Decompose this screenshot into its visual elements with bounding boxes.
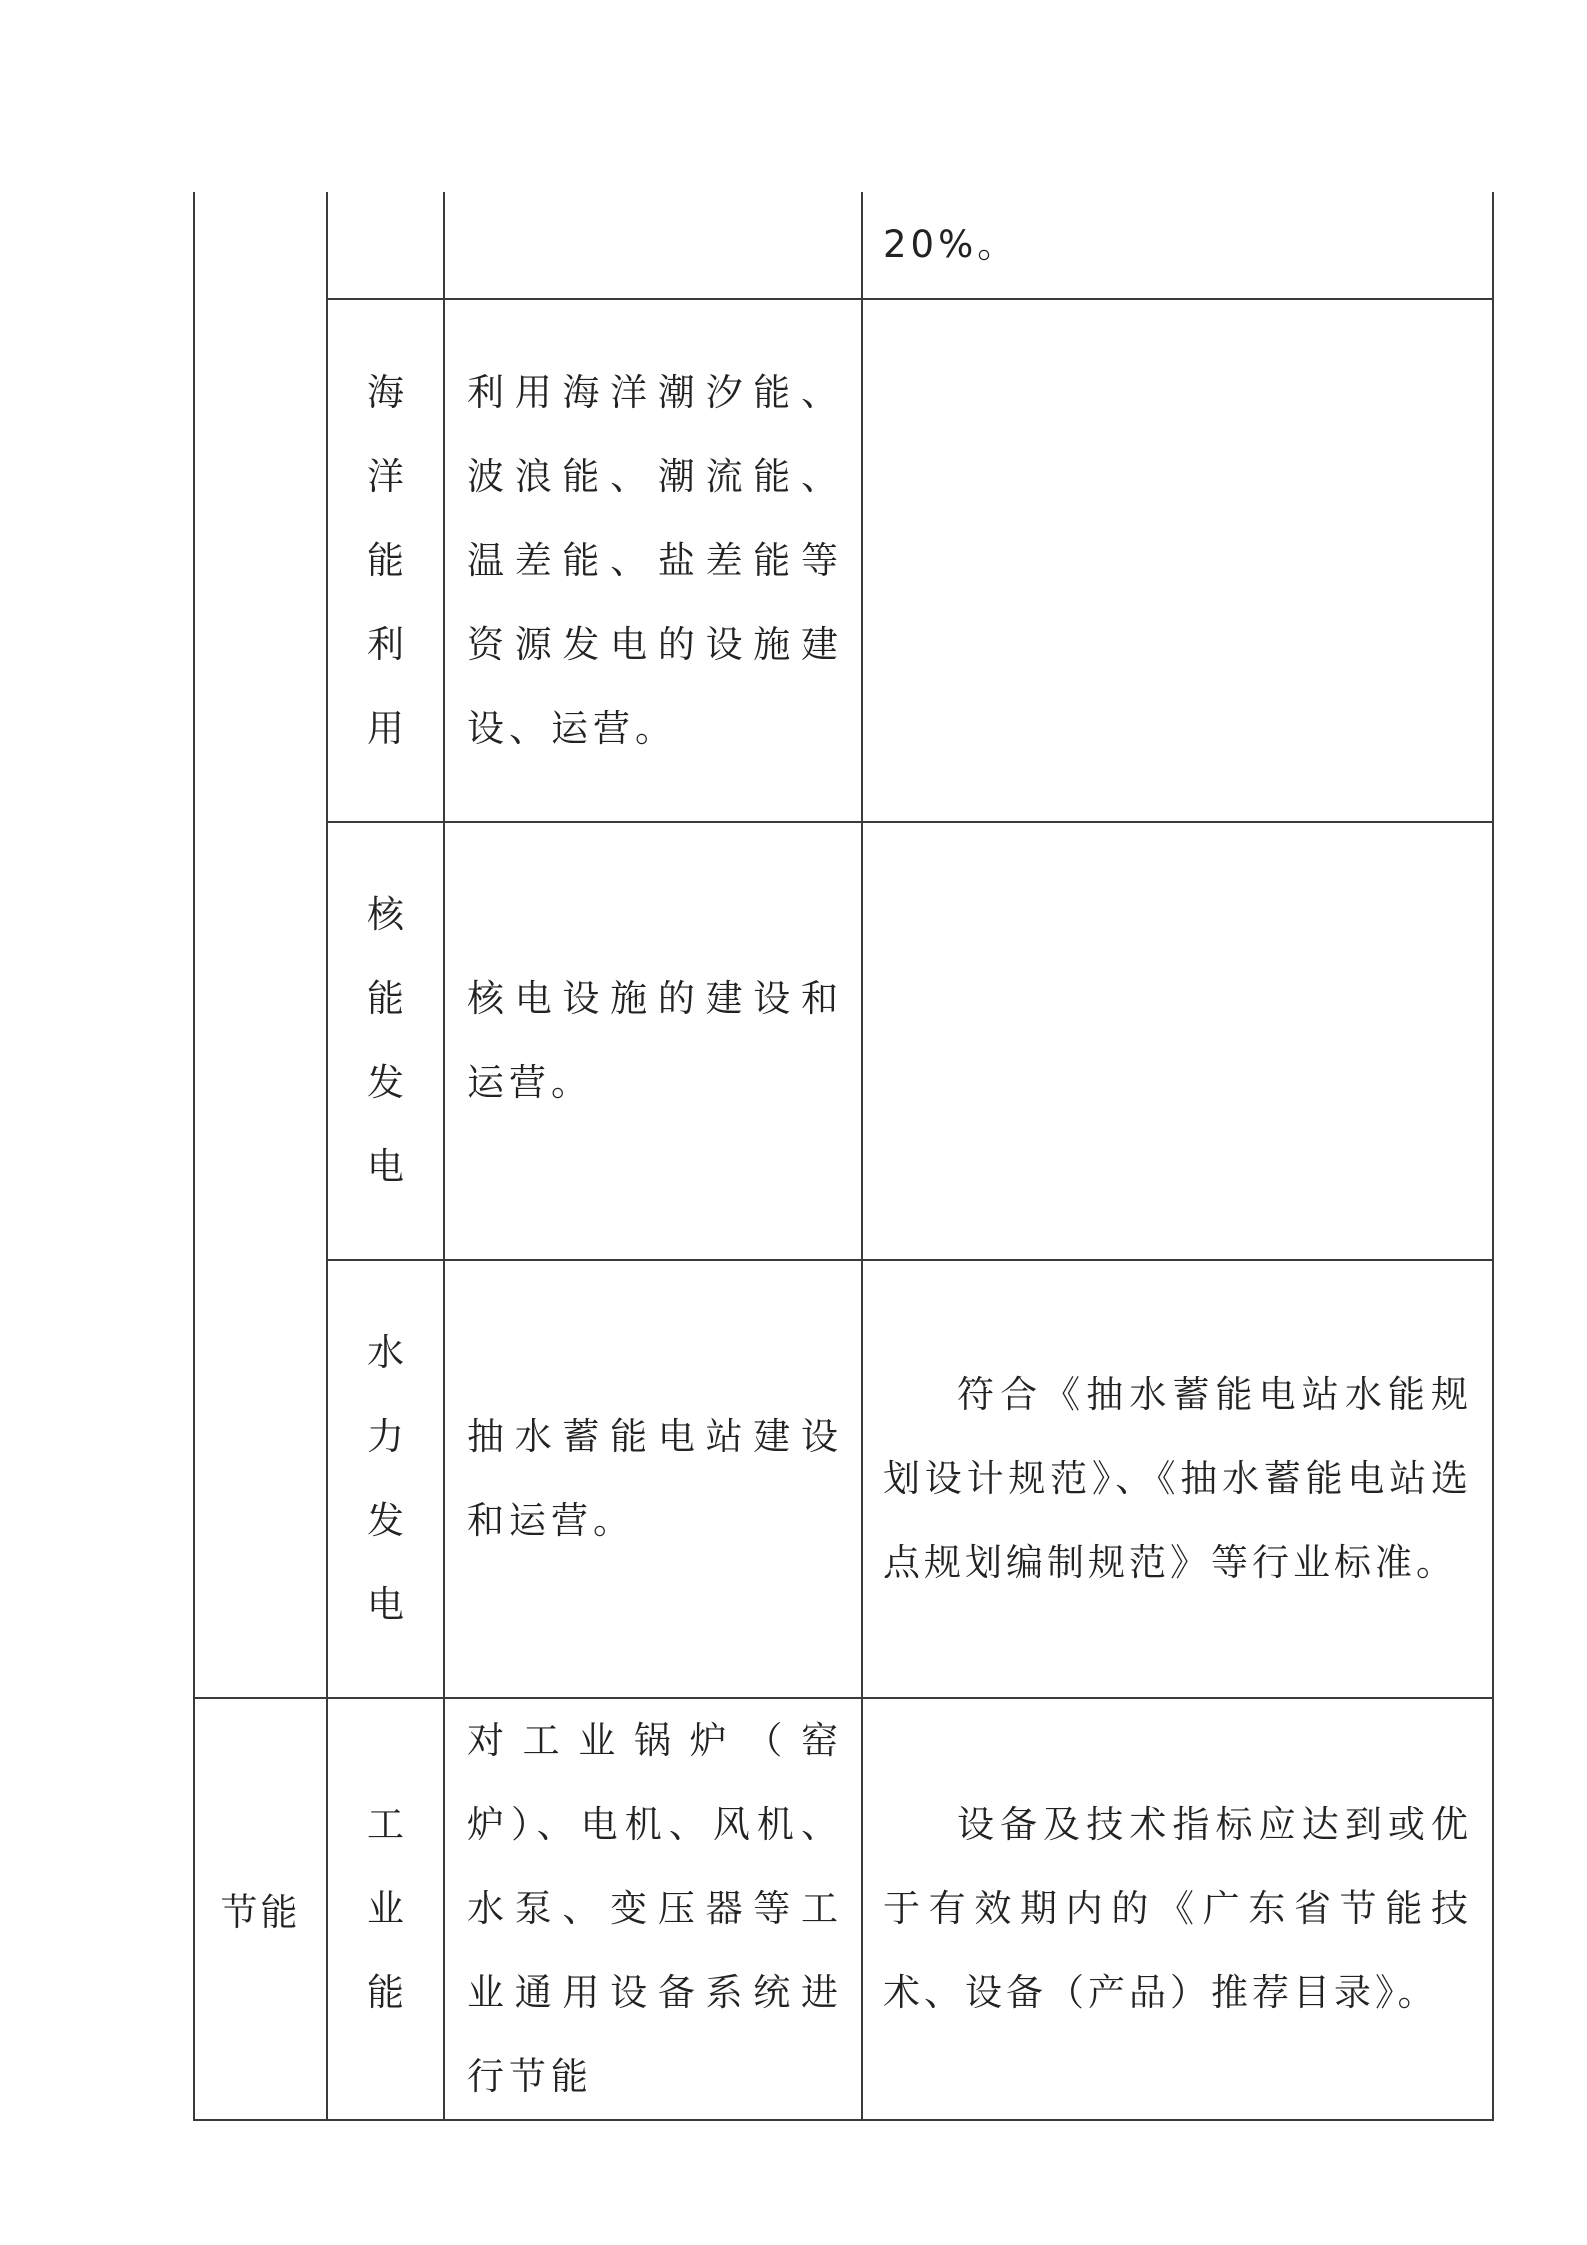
sub-category-cell (327, 299, 444, 822)
content-text: 对工业锅炉（窑炉）、电机、风机、水泵、变压器等工业通用设备系统进行节能 (467, 1719, 843, 2098)
category-cell-continued (194, 192, 327, 1698)
content-text: 利用海洋潮汐能、波浪能、潮流能、温差能、盐差能等资源发电的设施建设、运营。 (467, 370, 843, 750)
table-row (194, 192, 1493, 299)
content-cell (444, 192, 862, 299)
table-row (194, 1260, 1493, 1698)
sub-category-cell (327, 822, 444, 1260)
table-row (194, 1698, 1493, 2120)
sub-category-cell (327, 192, 444, 299)
sub-category-cell (327, 1698, 444, 2120)
content-cell (444, 1698, 862, 2120)
table-row (194, 822, 1493, 1260)
standard-text: 设备及技术指标应达到或优于有效期内的《广东省节能技术、设备（产品）推荐目录》。 (883, 1803, 1472, 2014)
table-row (194, 299, 1493, 822)
category-label: 节能 (220, 1891, 301, 1934)
content-cell (444, 1260, 862, 1698)
sub-category-label: 海洋能利用 (367, 370, 404, 750)
sub-category-label: 核能发电 (367, 893, 404, 1188)
sub-category-label: 水力发电 (367, 1331, 404, 1626)
standard-cell (862, 1260, 1493, 1698)
sub-category-cell (327, 1260, 444, 1698)
category-cell (194, 1698, 327, 2120)
content-text: 抽水蓄能电站建设和运营。 (467, 1415, 843, 1542)
content-text: 核电设施的建设和运营。 (467, 977, 843, 1104)
policy-table (193, 192, 1494, 2121)
standard-cell (862, 299, 1493, 822)
standard-text: 符合《抽水蓄能电站水能规划设计规范》、《抽水蓄能电站选点规划编制规范》等行业标准。 (883, 1373, 1472, 1584)
standard-text: 20%。 (883, 223, 1019, 266)
standard-cell (862, 822, 1493, 1260)
content-cell (444, 299, 862, 822)
standard-cell (862, 1698, 1493, 2120)
sub-category-label: 工业能 (367, 1803, 404, 2014)
content-cell (444, 822, 862, 1260)
standard-cell (862, 192, 1493, 299)
